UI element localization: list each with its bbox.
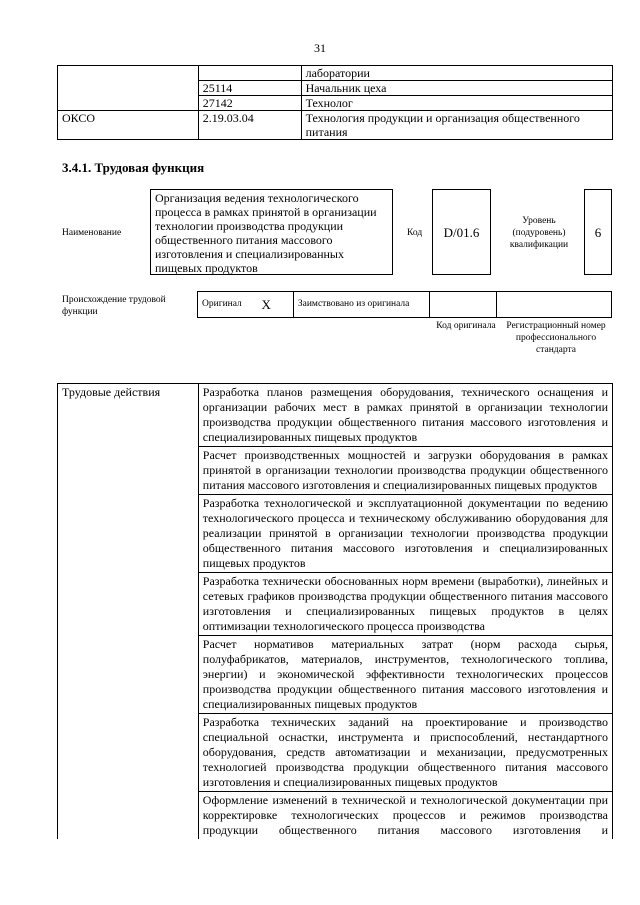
table-row xyxy=(58,66,613,81)
labor-action-item: Разработка технологической и эксплуатационной документации по ведению технологического процесса и техническому обслуживанию оборудования для реализации принятой в организации технологии производства продукции общественного питания массового изготовления и специализированных пищевых продуктов xyxy=(198,495,612,573)
borrowed-label: Заимствовано из оригинала xyxy=(293,292,429,318)
okso-table xyxy=(57,65,613,140)
function-code-box: D/01.6 xyxy=(432,189,491,275)
original-label: Оригинал xyxy=(198,292,258,318)
reg-number-cell xyxy=(497,292,612,318)
labor-actions-table xyxy=(57,383,613,839)
level-box: 6 xyxy=(584,189,612,275)
table-row xyxy=(58,384,613,447)
section-title: 3.4.1. Трудовая функция xyxy=(62,160,205,175)
labor-action-item: Расчет нормативов материальных затрат (норм расхода сырья, полуфабрикатов, материалов, инструментов, технологического топлива, энергии) и экономической эффективности технологических процессов производства продукции общественного питания массового изготовления и специализированных пищевых продуктов xyxy=(198,636,612,714)
labor-action-item: Разработка технических заданий на проектирование и производство специальной оснастки, инструмента и приспособлений, нестандартного оборудования, средств автоматизации и механизации, предусмотренных технологией производства продукции общественного питания массового изготовления и специализированных пищевых продуктов xyxy=(198,714,612,792)
original-mark: X xyxy=(257,292,293,318)
labor-actions-label: Трудовые действия xyxy=(58,384,199,840)
labor-action-item: Оформление изменений в технической и технологической документации при корректировке технологических процессов и режимов производства продукции общественного питания массового изготовления и xyxy=(198,792,612,840)
original-code-cell xyxy=(429,292,497,318)
name-label: Наименование xyxy=(62,228,122,238)
name-cell: Начальник цеха xyxy=(301,81,612,96)
code-cell: 2.19.03.04 xyxy=(198,111,301,140)
table-row xyxy=(58,81,613,96)
code-label: Код xyxy=(407,228,423,238)
code-caption: Код оригинала xyxy=(436,321,496,331)
code-cell: 25114 xyxy=(198,81,301,96)
okso-cell: ОКСО xyxy=(58,111,199,140)
function-name-box: Организация ведения технологического процесса в рамках принятой в организации технологии производства продукции общественного питания массового изготовления и специализированных пищевых продуктов xyxy=(150,189,393,275)
okso-cell xyxy=(58,81,199,96)
origin-table xyxy=(197,291,612,318)
labor-action-item: Разработка технически обоснованных норм времени (выработки), линейных и сетевых графиков производства продукции общественного питания массового изготовления и специализированных пищевых продуктов в целях оптимизации технологического процесса производства xyxy=(198,573,612,636)
name-cell: Технология продукции и организация общественного питания xyxy=(301,111,612,140)
page-number: 31 xyxy=(314,41,326,55)
table-row xyxy=(58,111,613,140)
table-row xyxy=(198,292,612,318)
origin-label: Происхождение трудовой функции xyxy=(62,295,166,317)
table-row xyxy=(58,96,613,111)
labor-action-item: Расчет производственных мощностей и загрузки оборудования в рамках принятой в организации технологии производства продукции общественного питания массового изготовления и специализированных пищевых продуктов xyxy=(198,447,612,495)
code-cell xyxy=(198,66,301,81)
reg-caption: Регистрационный номер профессионального стандарта xyxy=(506,321,606,355)
level-label: Уровень (подуровень) квалификации xyxy=(509,216,569,250)
okso-cell xyxy=(58,96,199,111)
labor-action-item: Разработка планов размещения оборудования, технического оснащения и организации рабочих мест в рамках принятой в организации технологии производства продукции общественного питания массового изготовления и специализированных пищевых продуктов xyxy=(198,384,612,447)
okso-cell xyxy=(58,66,199,81)
code-cell: 27142 xyxy=(198,96,301,111)
name-cell: Технолог xyxy=(301,96,612,111)
name-cell: лаборатории xyxy=(301,66,612,81)
